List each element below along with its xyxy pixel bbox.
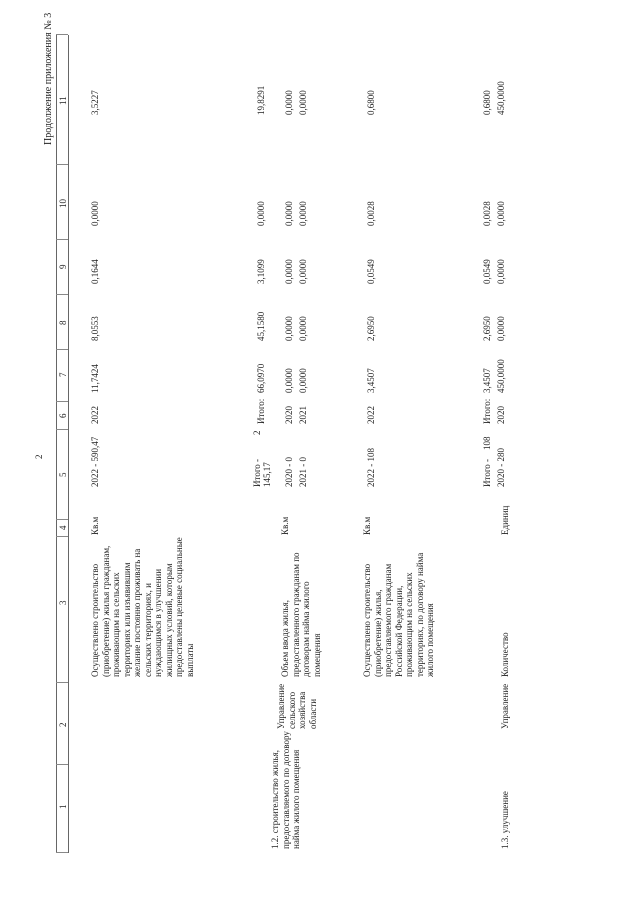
header-col-2: 2 [58, 722, 68, 727]
row12-total-word: Итого: [482, 398, 492, 424]
row13-col9: 0,0000 [496, 259, 506, 284]
header-col-11: 11 [58, 96, 68, 105]
row1-total-col11: 19,8291 [256, 85, 266, 115]
col-divider-12 [56, 34, 68, 35]
col-divider-8 [56, 349, 68, 350]
row12-col10b: 0,0028 [366, 201, 376, 226]
continuation-label: Продолжение приложения № 3 [43, 12, 54, 145]
row1-col9: 0,1644 [90, 259, 100, 284]
row12-col8b: 2,6950 [366, 316, 376, 341]
header-col-4: 4 [58, 525, 68, 530]
row12-col1-name: 1.2. строительство жилья, предоставляемого по договору найма жилого помещения [270, 731, 301, 849]
header-col-7: 7 [58, 372, 68, 377]
header-col-6: 6 [58, 413, 68, 418]
row12-line2-col8: 0,0000 [298, 316, 308, 341]
row1-col3-text: Осуществлено строительство (приобретение) жилья гражданам, проживающим на сельских территориях или изъявившим желание постоянно проживать на сельских территориях, и нуждающимся в улучшении жилищных условий, которым предоставлены целевые социальные выплаты [90, 537, 195, 677]
row12-line1-col10: 0,0000 [284, 201, 294, 226]
col-divider-1 [56, 852, 68, 853]
row12-col3b-text: Осуществлено строительство (приобретение) жилья, предоставляемого гражданам Российской Федерации, проживающим на сельских территориях, по договору найма жилого помещения [362, 552, 435, 677]
row12-total-col9: 0,0549 [482, 259, 492, 284]
row12-total-col10: 0,0028 [482, 201, 492, 226]
col-divider-5 [56, 519, 68, 520]
header-col-3: 3 [58, 600, 68, 605]
row12-line2-col5: 2021 - 0 [298, 457, 308, 487]
header-col-8: 8 [58, 320, 68, 325]
col-divider-11 [56, 164, 68, 165]
row1-col11: 3,5227 [90, 90, 100, 115]
row1-col7: 11,7424 [90, 364, 100, 393]
row12-col7b: 3,4507 [366, 368, 376, 393]
row1-col4-unit: Кв.м [90, 516, 100, 535]
row12-line1-col9: 0,0000 [284, 259, 294, 284]
col-divider-4 [56, 536, 68, 537]
col-divider-10 [56, 239, 68, 240]
row12-col4-unit: Кв.м [280, 516, 290, 535]
row12-line2-col10: 0,0000 [298, 201, 308, 226]
row1-total-col10: 0,0000 [256, 201, 266, 226]
row12-line1-col11: 0,0000 [284, 90, 294, 115]
header-col-9: 9 [58, 264, 68, 269]
row13-col10: 0,0000 [496, 201, 506, 226]
row13-col7: 450,0000 [496, 359, 506, 393]
row1-col8: 8,0553 [90, 316, 100, 341]
row12-line1-col8: 0,0000 [284, 316, 294, 341]
row13-col3-text: Количество [500, 632, 510, 677]
row1-total-value: 145,17 [262, 462, 272, 487]
col-divider-9 [56, 294, 68, 295]
row12-total-col8: 2,6950 [482, 316, 492, 341]
row13-col1-name: 1.3. улучшение [500, 791, 510, 849]
row12-line2-col7: 0,0000 [298, 368, 308, 393]
header-col-10: 10 [58, 199, 68, 208]
row12-line2-col9: 0,0000 [298, 259, 308, 284]
row13-col2-executor: Управление [500, 683, 510, 729]
row1-col10: 0,0000 [90, 201, 100, 226]
row1-total-col7: 66,0970 [256, 363, 266, 393]
row1-total-word: Итого: [256, 398, 266, 424]
row12-col11b: 0,6800 [366, 90, 376, 115]
row12-col6b: 2022 [366, 406, 376, 424]
row13-col6: 2020 [496, 406, 506, 424]
row12-col5b: 2022 - 108 [366, 448, 376, 487]
col-divider-7 [56, 401, 68, 402]
row1-col5: 2022 - 590,47 [90, 436, 100, 487]
header-row-bottom [68, 35, 69, 853]
row12-line1-col7: 0,0000 [284, 368, 294, 393]
row13-col4-unit: Единиц [500, 505, 510, 535]
row13-col11: 450,0000 [496, 81, 506, 115]
row1-total-label: Итого - [252, 458, 262, 487]
row12-col2-executor: Управление сельского хозяйства области [276, 683, 318, 729]
row12-line2-col11: 0,0000 [298, 90, 308, 115]
row12-total-col11: 0,6800 [482, 90, 492, 115]
row12-total-col7: 3,4507 [482, 368, 492, 393]
row12-line1-col6: 2020 [284, 406, 294, 424]
row1-total-left-num: 2 [252, 430, 262, 435]
col-divider-2 [56, 764, 68, 765]
row12-col9b: 0,0549 [366, 259, 376, 284]
header-col-1: 1 [58, 804, 68, 809]
row1-col6: 2022 [90, 406, 100, 424]
row1-total-col9: 3,1099 [256, 259, 266, 284]
header-col-5: 5 [58, 472, 68, 477]
row13-col5: 2020 - 280 [496, 448, 506, 487]
row1-total-col8: 45,1580 [256, 311, 266, 341]
row12-total-label: Итого - [482, 458, 492, 487]
page-number: 2 [34, 454, 44, 459]
table-top-border [56, 35, 57, 853]
row12-col4b-unit: Кв.м [362, 516, 372, 535]
col-divider-3 [56, 682, 68, 683]
row12-line2-col6: 2021 [298, 406, 308, 424]
row12-line1-col5: 2020 - 0 [284, 457, 294, 487]
row13-col8: 0,0000 [496, 316, 506, 341]
row12-col3-text: Объем ввода жилья, предоставленного гражданам по договорам найма жилого помещения [280, 552, 322, 677]
col-divider-6 [56, 429, 68, 430]
row12-total-value: 108 [482, 436, 492, 450]
